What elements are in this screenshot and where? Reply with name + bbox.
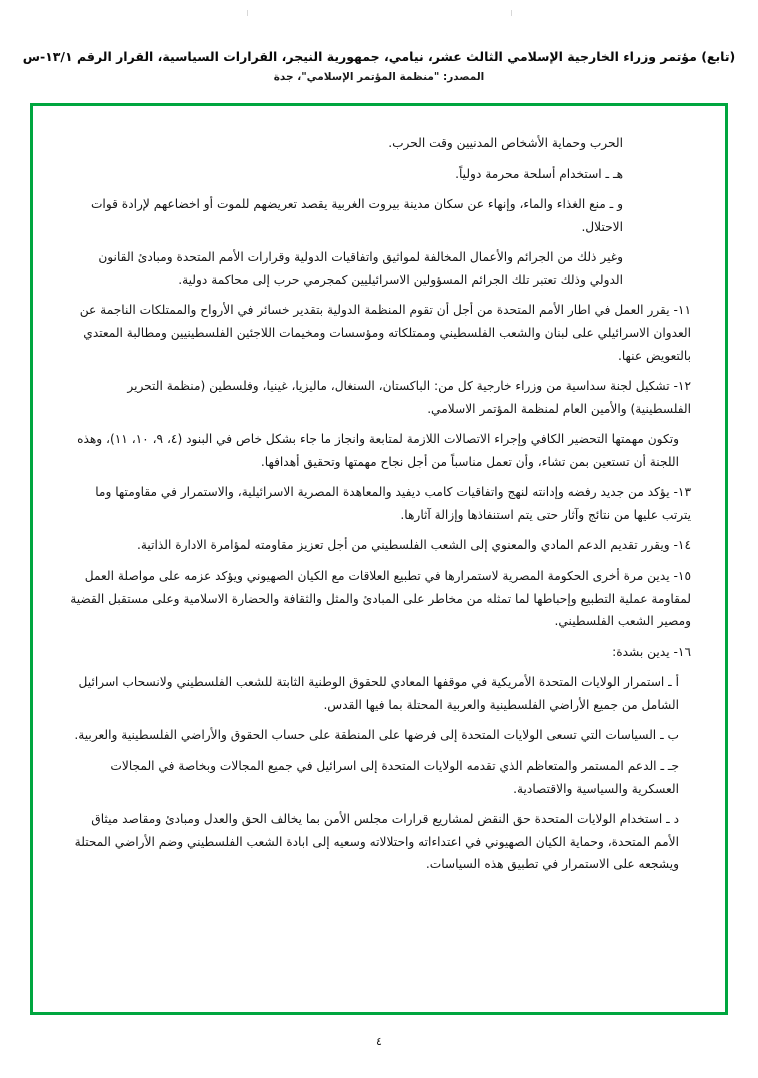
paragraph-text: وغير ذلك من الجرائم والأعمال المخالفة لمواثيق واتفاقيات الدولية وقرارات الأمم المتحدة ومبادئ القانون الدولي وذلك تعتبر تلك الجرائم المسؤولين الاسرائيليين كمجرمي حرب إلى محاكمة دولية.: [98, 250, 623, 287]
header-title: (تابع) مؤتمر وزراء الخارجية الإسلامي الثالث عشر، نيامي، جمهورية النيجر، القرارات السياسية، القرار الرقم ١٣/١-س: [22, 49, 736, 64]
paragraph-text: ب ـ السياسات التي تسعى الولايات المتحدة إلى فرضها على المنطقة على حساب الحقوق والأراضي الفلسطينية والعربية.: [74, 728, 679, 743]
paragraph-text: يؤكد من جديد رفضه وإدانته لنهج واتفاقيات كامب ديفيد والمعاهدة المصرية الاسرائيلية، والاستمرار في مقاومتها وما يترتب عليها من نتائج وآثار حتى يتم استنفاذها وإزالة آثارها.: [95, 485, 691, 522]
paragraph: [67, 724, 679, 747]
paragraph-text: وتكون مهمتها التحضير الكافي وإجراء الاتصالات اللازمة لمتابعة وانجاز ما جاء بشكل خاص في البنود (٤، ٩، ١٠، ١١)، وهذه اللجنة أن تستعين بمن تشاء، وأن تعمل مناسباً من أجل نجاح مهمتها وتحقيق أهدافها.: [77, 432, 679, 469]
paragraph: [67, 428, 679, 473]
paragraph-text: و ـ منع الغذاء والماء، وإنهاء عن سكان مدينة بيروت الغربية يقصد تعريضهم للموت أو اخضاعهم لإرادة قوات الاحتلال.: [90, 197, 623, 234]
paragraph-number: ١٦-: [669, 644, 691, 659]
paragraph-number: ١٤-: [669, 538, 691, 553]
paragraph-text: الحرب وحماية الأشخاص المدنيين وقت الحرب.: [388, 136, 623, 150]
document-header: [0, 48, 758, 83]
paragraph-text: جـ ـ الدعم المستمر والمتعاظم الذي تقدمه الولايات المتحدة إلى اسرائيل في جميع المجالات وبخاصة في المجالات العسكرية والسياسية والاقتصادية.: [110, 758, 679, 796]
paragraph-text: يدين بشدة:: [612, 644, 670, 659]
paragraph: [67, 132, 623, 155]
paragraph-number: ١١-: [669, 303, 691, 318]
paragraph-number: ١٢-: [669, 379, 691, 394]
paragraph: [67, 671, 679, 716]
paragraph-text: ويقرر تقديم الدعم المادي والمعنوي إلى الشعب الفلسطيني من أجل تعزيز مقاومته لمؤامرة الادارة الذاتية.: [137, 538, 670, 553]
page-number: ٤: [376, 1035, 382, 1048]
paragraph-text: يدين مرة أخرى الحكومة المصرية لاستمرارها في تطبيع العلاقات مع الكيان الصهيوني ويؤكد عزمه على مواصلة العمل لمقاومة عملية التطبيع وإحباطها لما تمثله من مخاطر على المبادئ والمثل والثقافة والحضارة الاسلامية وعلى مستقبل القضية ومصير الشعب الفلسطيني.: [70, 569, 691, 629]
numbered-paragraph: [67, 534, 691, 557]
green-border-frame: [30, 103, 728, 1015]
scan-artifact: [511, 10, 512, 16]
paragraph-text: تشكيل لجنة سداسية من وزراء خارجية كل من: الباكستان، السنغال، ماليزيا، غينيا، وفلسطين (منظمة التحرير الفلسطينية) والأمين العام لمنظمة المؤتمر الاسلامي.: [127, 379, 691, 416]
paragraph: [67, 755, 679, 800]
numbered-paragraph: [67, 375, 691, 420]
header-source: المصدر: "منظمة المؤتمر الإسلامي"، جدة: [273, 70, 485, 83]
paragraph: [67, 193, 623, 238]
numbered-paragraph: [67, 481, 691, 526]
paragraph-number: ١٥-: [669, 569, 691, 583]
numbered-paragraph: [67, 299, 691, 367]
document-body: [33, 106, 725, 1012]
paragraph-text: يقرر العمل في اطار الأمم المتحدة من أجل أن تقوم المنظمة الدولية بتقدير خسائر في الأرواح والممتلكات الناجمة عن العدوان الاسرائيلي على لبنان والشعب الفلسطيني وممتلكاته ومؤسسات ومخيمات اللاجئين الفلسطينيين ومطالبة المعتدي بالتعويض عنها.: [79, 303, 691, 363]
paragraph: [67, 163, 623, 186]
scan-artifact: [247, 10, 248, 16]
paragraph-text: أ ـ استمرار الولايات المتحدة الأمريكية في موقفها المعادي للحقوق الوطنية الثابتة للشعب الفلسطيني ولانسحاب اسرائيل الشامل من جميع الأراضي الفلسطينية والعربية المحتلة بما فيها القدس.: [78, 675, 679, 712]
paragraph-text: د ـ استخدام الولايات المتحدة حق النقض لمشاريع قرارات مجلس الأمن بما يخالف الحق والعدل ومبادئ ومقاصد ميثاق الأمم المتحدة، وحماية الكيان الصهيوني في اعتداءاته واحتلالاته وسعيه إلى ابادة الشعب الفلسطيني وضم الأراضي المحتلة ويشجعه على الاستمرار في تطبيق هذه السياسات.: [74, 812, 679, 872]
paragraph-number: ١٣-: [669, 485, 691, 500]
resolution-text: [67, 132, 691, 876]
paragraph: [67, 246, 623, 291]
paragraph: [67, 808, 679, 876]
paragraph-text: هـ ـ استخدام أسلحة محرمة دولياً.: [455, 166, 623, 181]
numbered-paragraph: [67, 565, 691, 633]
numbered-paragraph: [67, 641, 691, 664]
